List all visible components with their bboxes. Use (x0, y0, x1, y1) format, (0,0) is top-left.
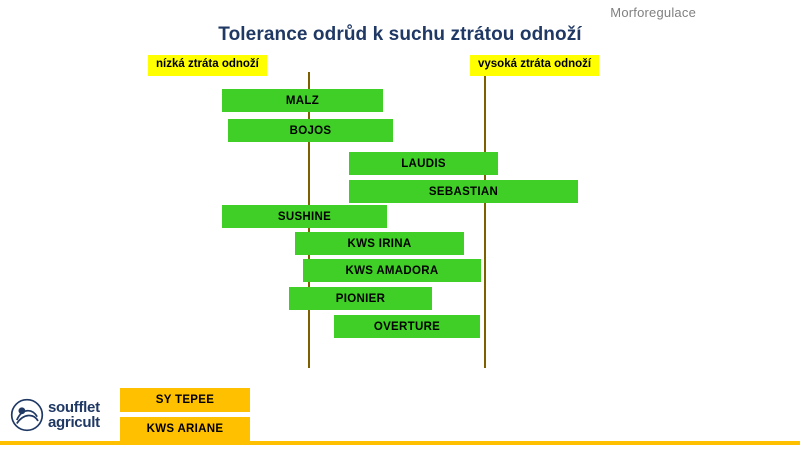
chart-bar: PIONIER (289, 287, 432, 310)
logo-line-2: agricult (48, 414, 100, 431)
logo-line-1: soufflet (48, 398, 100, 416)
page-title: Tolerance odrůd k suchu ztrátou odnoží (218, 24, 582, 45)
soufflet-logo (10, 392, 116, 438)
axis-tag-high: vysoká ztráta odnoží (470, 55, 599, 76)
axis-tag-low: nízká ztráta odnoží (148, 55, 267, 76)
chart-bar: SUSHINE (222, 205, 387, 228)
chart-bar: KWS AMADORA (303, 259, 481, 282)
chart-bar: LAUDIS (349, 152, 498, 175)
legend-bar: KWS ARIANE (120, 417, 250, 441)
chart-bar: MALZ (222, 89, 383, 112)
chart-bar: BOJOS (228, 119, 393, 142)
chart-bar: OVERTURE (334, 315, 480, 338)
corner-label: Morforegulace (610, 5, 696, 20)
legend-bar: SY TEPEE (120, 388, 250, 412)
sunflower-logo-icon (10, 398, 44, 432)
chart-bar: KWS IRINA (295, 232, 464, 255)
logo-wordmark (48, 400, 100, 431)
chart-bar: SEBASTIAN (349, 180, 578, 203)
axis-line-high (484, 72, 486, 368)
footer-spacer (0, 445, 800, 450)
